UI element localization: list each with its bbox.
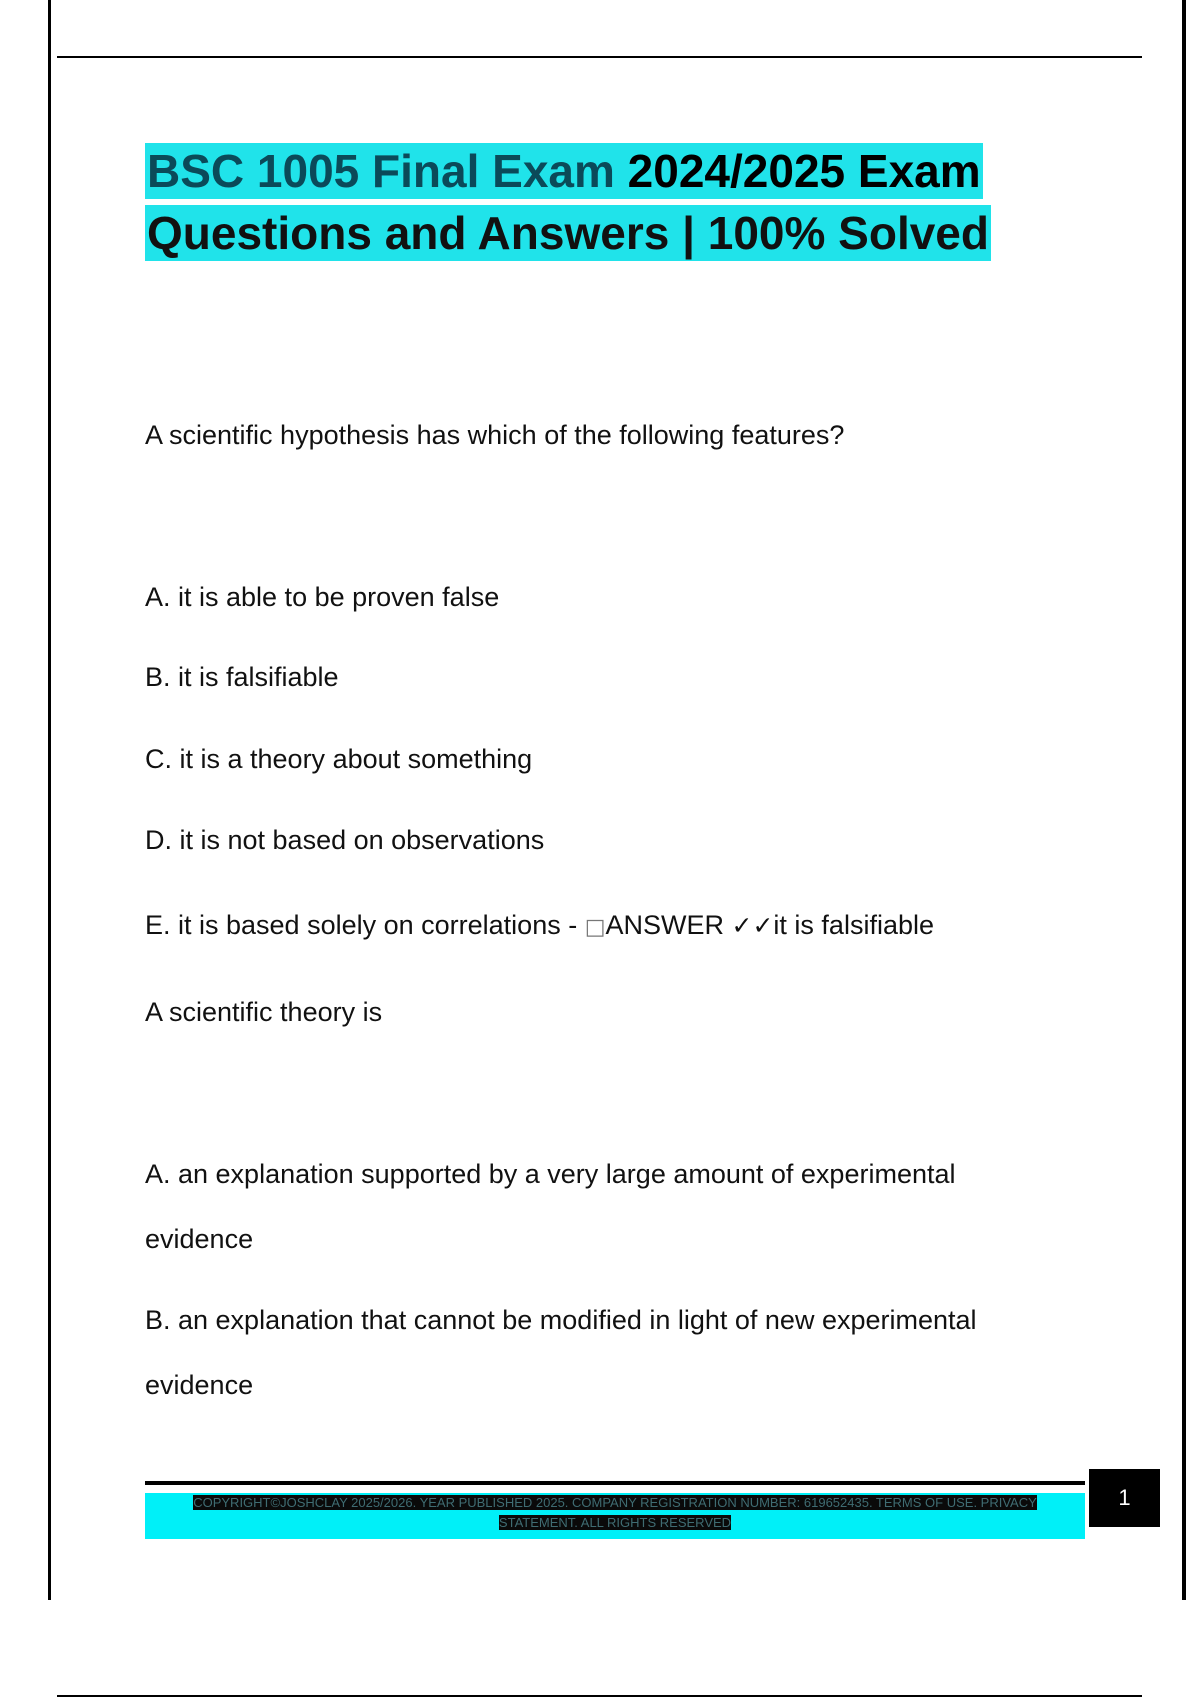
page-number: 1 [1089,1469,1160,1527]
footer-rule [145,1481,1085,1485]
question-1-option-d: D. it is not based on observations [145,825,545,855]
question-2-option-b-line-2: evidence [145,1370,254,1400]
question-2-option-b-line-1: B. an explanation that cannot be modified in light of new experimental [145,1305,977,1335]
question-2-option-a-line-2: evidence [145,1224,254,1254]
top-rule [57,56,1142,58]
question-1-option-e-with-answer [145,908,934,945]
footer-copyright-line-1: COPYRIGHT©JOSHCLAY 2025/2026. YEAR PUBLISHED 2025. COMPANY REGISTRATION NUMBER: 619652435. TERMS OF USE. PRIVACY [193,1495,1037,1510]
title-line-2: Questions and Answers | 100% Solved [147,207,989,259]
footer-copyright-line-2: STATEMENT. ALL RIGHTS RESERVED [498,1515,732,1530]
question-2-option-a-line-1: A. an explanation supported by a very large amount of experimental [145,1159,956,1189]
option-e-text: E. it is based solely on correlations - [145,910,585,940]
question-1-option-a: A. it is able to be proven false [145,582,500,612]
answer-label: ANSWER [605,910,732,940]
document-title [145,140,1105,264]
page-border-right [1182,0,1186,1600]
question-2-prompt: A scientific theory is [145,997,383,1027]
question-1-option-b: B. it is falsifiable [145,662,339,692]
double-check-icon: ✓✓ [731,911,774,940]
question-1-prompt: A scientific hypothesis has which of the following features? [145,420,845,450]
missing-glyph-box-icon: □ [584,915,606,940]
title-year-text: 2024/2025 Exam [627,145,981,197]
page-border-left [48,0,51,1600]
title-line-1 [145,143,983,199]
question-1-option-c: C. it is a theory about something [145,744,533,774]
footer-copyright [145,1493,1085,1539]
answer-text: it is falsifiable [773,910,934,940]
title-course-text: BSC 1005 Final Exam [147,145,628,197]
bottom-rule [57,1695,1142,1697]
